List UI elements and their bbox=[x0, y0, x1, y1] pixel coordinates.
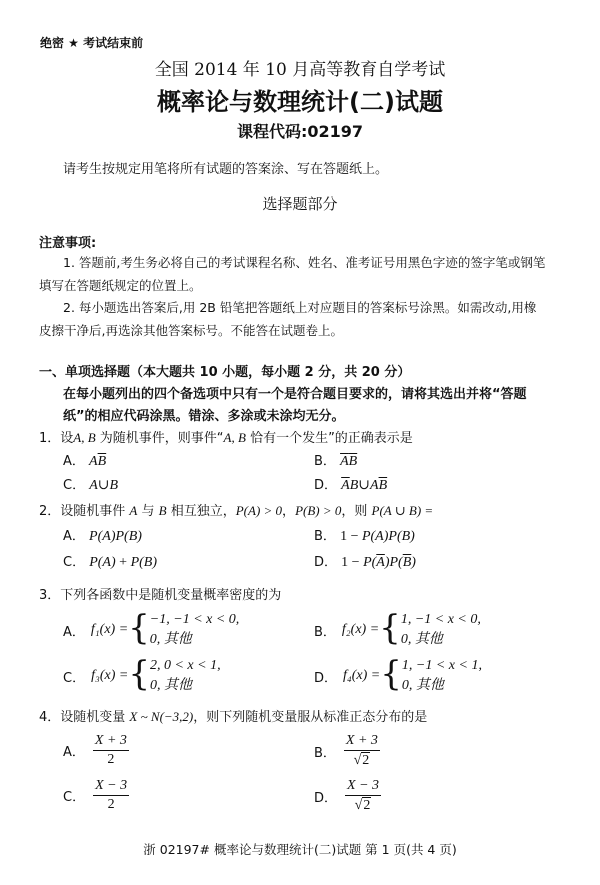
q3-option-a-func: f₁(x) = bbox=[90, 622, 129, 637]
q1-option-d bbox=[314, 474, 387, 494]
q4-suffix: ，则下列随机变量服从标准正态分布的是 bbox=[193, 710, 428, 725]
notes-heading: 注意事项: bbox=[39, 236, 97, 251]
page-title: 概率论与数理统计(二)试题 bbox=[157, 88, 443, 116]
q2-option-c bbox=[63, 551, 157, 571]
q1-vars: A, B bbox=[73, 430, 96, 445]
q3-option-d-label: D． bbox=[314, 670, 338, 686]
note-2-line-1: 2. 每小题选出答案后,用 2B 铅笔把答题纸上对应题目的答案标号涂黑。如需改动,用橡 bbox=[63, 300, 537, 315]
page-footer: 浙 02197# 概率论与数理统计(二)试题 第 1 页(共 4 页) bbox=[143, 842, 457, 857]
q2-var-b: B bbox=[158, 503, 167, 518]
q2-option-c-expr: P(A) + P(B) bbox=[89, 555, 157, 570]
q3-option-b-brace: { bbox=[379, 608, 401, 648]
q1-mid: 为随机事件，则事件“ bbox=[95, 431, 224, 446]
section-heading: 选择题部分 bbox=[262, 195, 338, 213]
q3-option-a-case-1: −1, −1 < x < 0, bbox=[149, 612, 240, 627]
q3-option-c-case-1: 2, 0 < x < 1, bbox=[149, 658, 221, 673]
q4-option-b-sqrt-sign: √ bbox=[353, 753, 362, 768]
q4-option-c-numerator: X − 3 bbox=[93, 778, 129, 796]
q3-option-c-func: f₃(x) = bbox=[91, 668, 129, 683]
q3-option-d-case-1: 1, −1 < x < 1, bbox=[401, 658, 482, 673]
note-1-line-1: 1. 答题前,考生务必将自己的考试课程名称、姓名、准考证号用黑色字迹的签字笔或钢笔 bbox=[63, 255, 546, 270]
q2-option-b bbox=[314, 525, 415, 545]
q3-option-a-brace: { bbox=[128, 608, 150, 648]
q3-option-c bbox=[63, 656, 221, 696]
note-2-line-2: 皮擦干净后,再选涂其他答案标号。不能答在试题卷上。 bbox=[39, 323, 343, 338]
question-1 bbox=[39, 427, 413, 446]
q2-and: 与 bbox=[137, 504, 159, 519]
q2-option-a bbox=[63, 525, 142, 545]
q3-option-d bbox=[314, 656, 482, 696]
q1-option-b-label: B． bbox=[314, 454, 336, 469]
q2-var-a: A bbox=[129, 503, 138, 518]
note-1-line-2: 填写在答题纸规定的位置上。 bbox=[39, 278, 202, 293]
q2-mid: 相互独立， bbox=[166, 504, 236, 519]
q2-option-b-label: B． bbox=[314, 529, 336, 544]
q3-option-c-brace: { bbox=[128, 654, 150, 694]
q1-option-a-label: A． bbox=[63, 454, 85, 469]
q4-option-b-numerator: X + 3 bbox=[344, 733, 380, 751]
q2-option-b-expr: 1 − P(A)P(B) bbox=[340, 529, 415, 544]
q1-option-d-label: D． bbox=[314, 478, 338, 493]
part1-desc-line-2: 纸”的相应代码涂黑。错涂、多涂或未涂均无分。 bbox=[63, 409, 345, 424]
q1-option-d-expr: $\overline{A}B\cup A\overline{B}$ bbox=[341, 478, 388, 493]
q4-prefix: 4．设随机变量 bbox=[39, 710, 126, 725]
q2-cond2: P(B) > 0 bbox=[295, 503, 342, 518]
question-2 bbox=[39, 500, 433, 519]
q3-option-b-label: B． bbox=[314, 624, 336, 640]
q2-then: ，则 bbox=[341, 504, 372, 519]
q2-cond1: P(A) > 0 bbox=[235, 503, 283, 518]
q2-prefix: 2．设随机事件 bbox=[39, 504, 126, 519]
q4-option-c bbox=[63, 778, 129, 813]
q1-option-a-expr: $A\overline{B}$ bbox=[89, 454, 107, 469]
q1-option-b-expr: $\overline{A}\overline{B}$ bbox=[340, 454, 358, 469]
q1-quoted: A, B bbox=[223, 430, 246, 445]
q2-option-c-label: C． bbox=[63, 555, 86, 570]
q1-option-c-label: C． bbox=[63, 478, 86, 493]
q2-option-a-expr: P(A)P(B) bbox=[89, 529, 142, 544]
q4-option-d-denominator: 2 bbox=[363, 798, 371, 813]
q2-option-d-label: D． bbox=[314, 555, 338, 570]
q1-suffix: 恰有一个发生”的正确表示是 bbox=[245, 431, 413, 446]
question-4 bbox=[39, 706, 427, 725]
q4-option-c-denominator: 2 bbox=[107, 797, 115, 812]
q1-option-c-expr: A∪B bbox=[89, 478, 119, 493]
confidential-mark: 绝密 ★ 考试结束前 bbox=[40, 36, 144, 50]
exam-line: 全国 2014 年 10 月高等教育自学考试 bbox=[154, 60, 446, 80]
q3-option-a bbox=[63, 610, 239, 650]
q2-option-a-label: A． bbox=[63, 529, 85, 544]
q1-option-c bbox=[63, 474, 118, 494]
part1-heading: 一、单项选择题（本大题共 10 小题，每小题 2 分，共 20 分） bbox=[39, 365, 411, 380]
course-code: 课程代码:02197 bbox=[236, 122, 364, 141]
q1-prefix: 1．设 bbox=[39, 431, 74, 446]
q3-option-b-case-2: 0, 其他 bbox=[400, 632, 443, 647]
question-3: 3．下列各函数中是随机变量概率密度的为 bbox=[39, 588, 282, 603]
q3-option-b-case-1: 1, −1 < x < 0, bbox=[400, 612, 481, 627]
q2-option-d bbox=[314, 551, 416, 571]
part1-desc-line-1: 在每小题列出的四个备选项中只有一个是符合题目要求的，请将其选出并将“答题 bbox=[63, 387, 527, 402]
q4-option-d-numerator: X − 3 bbox=[345, 778, 381, 796]
q1-option-b bbox=[314, 450, 357, 470]
q3-option-d-brace: { bbox=[380, 654, 402, 694]
instruction-text: 请考生按规定用笔将所有试题的答案涂、写在答题纸上。 bbox=[63, 162, 389, 177]
q3-option-d-case-2: 0, 其他 bbox=[401, 678, 444, 693]
q3-option-c-case-2: 0, 其他 bbox=[149, 678, 192, 693]
q4-dist: X ~ N(−3,2) bbox=[129, 709, 194, 724]
q4-option-b-label: B． bbox=[314, 745, 336, 761]
q4-option-d bbox=[314, 778, 381, 814]
q1-option-a bbox=[63, 450, 106, 470]
q4-option-a bbox=[63, 733, 129, 768]
q4-option-b bbox=[314, 733, 380, 769]
q4-option-a-numerator: X + 3 bbox=[93, 733, 129, 751]
q2-expr: P(A ∪ B) = bbox=[371, 503, 434, 518]
q4-option-c-label: C． bbox=[63, 790, 86, 805]
q4-option-a-denominator: 2 bbox=[107, 752, 115, 767]
q3-option-a-label: A． bbox=[63, 624, 85, 640]
q4-option-a-label: A． bbox=[63, 745, 85, 760]
q3-option-d-func: f₄(x) = bbox=[343, 668, 381, 683]
q3-option-a-case-2: 0, 其他 bbox=[149, 632, 192, 647]
q3-option-b-func: f₂(x) = bbox=[341, 622, 380, 637]
q4-option-b-denominator: 2 bbox=[362, 753, 370, 768]
q4-option-d-label: D． bbox=[314, 790, 338, 806]
q3-option-b bbox=[314, 610, 481, 650]
q4-option-d-sqrt-sign: √ bbox=[354, 798, 363, 813]
q2-option-d-expr: $1 - P(\overline{A})P(\overline{B})$ bbox=[341, 555, 416, 570]
q2-sep: ， bbox=[282, 504, 296, 519]
q3-option-c-label: C． bbox=[63, 670, 86, 686]
